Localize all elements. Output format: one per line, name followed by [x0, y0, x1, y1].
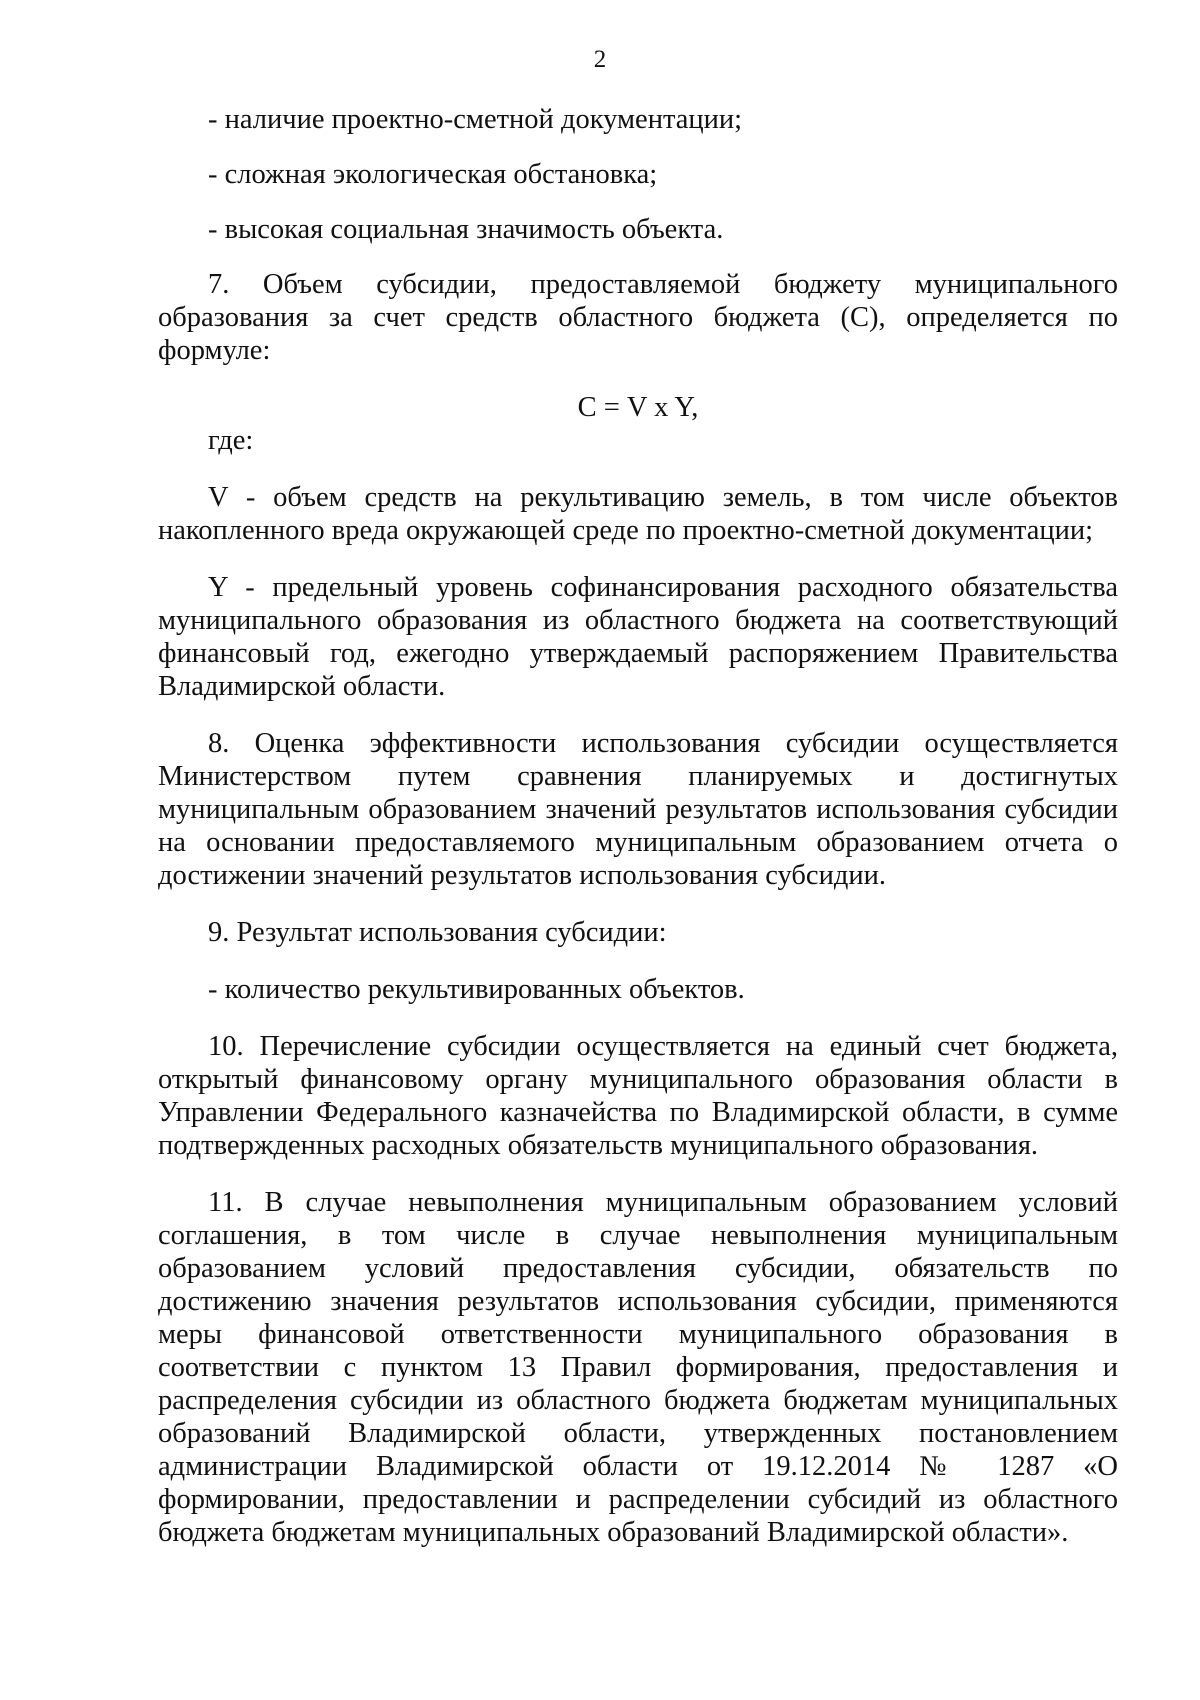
paragraph-10: 10. Перечисление субсидии осуществляется на единый счет бюджета, открытый финансовому органу муниципального образования области в Управлении Федерального казначейства по Владимирской области, в сумме подтвержденных расходных обязательств муниципального образования.	[158, 1031, 1118, 1161]
bullet-ecological-situation: - сложная экологическая обстановка;	[208, 159, 658, 190]
paragraph-9-item: - количество рекультивированных объектов.	[208, 974, 745, 1005]
bullet-social-significance: - высокая социальная значимость объекта.	[208, 214, 724, 245]
document-body	[158, 103, 1118, 1549]
where-label: где:	[208, 425, 254, 456]
paragraph-11: 11. В случае невыполнения муниципальным образованием условий соглашения, в том числе в случае невыполнения муниципальным образованием условий предоставления субсидии, обязательств по достижению значения результатов использования субсидии, применяются меры финансовой ответственности муниципального образования в соответствии с пунктом 13 Правил формирования, предоставления и распределения субсидии из областного бюджета бюджетам муниципальных образований Владимирской области, утвержденных постановлением администрации Владимирской области от 19.12.2014 № 1287 «О формировании, предоставлении и распределении субсидий из областного бюджета бюджетам муниципальных образований Владимирской области».	[158, 1187, 1118, 1548]
definition-v: V - объем средств на рекультивацию земель, в том числе объектов накопленного вреда окружающей среде по проектно-сметной документации;	[158, 482, 1118, 546]
definition-y: Y - предельный уровень софинансирования расходного обязательства муниципального образования из областного бюджета на соответствующий финансовый год, ежегодно утверждаемый распоряжением Правительства Владимирской области.	[158, 572, 1118, 702]
paragraph-9: 9. Результат использования субсидии:	[208, 917, 667, 948]
bullet-design-documentation: - наличие проектно-сметной документации;	[208, 104, 743, 135]
paragraph-8: 8. Оценка эффективности использования субсидии осуществляется Министерством путем сравнения планируемых и достигнутых муниципальным образованием значений результатов использования субсидии на основании предоставляемого муниципальным образованием отчета о достижении значений результатов использования субсидии.	[158, 728, 1118, 891]
formula: С = V x Y,	[577, 392, 699, 423]
paragraph-7: 7. Объем субсидии, предоставляемой бюджету муниципального образования за счет средств областного бюджета (С), определяется по формуле:	[158, 269, 1118, 366]
page-number: 2	[593, 46, 607, 73]
